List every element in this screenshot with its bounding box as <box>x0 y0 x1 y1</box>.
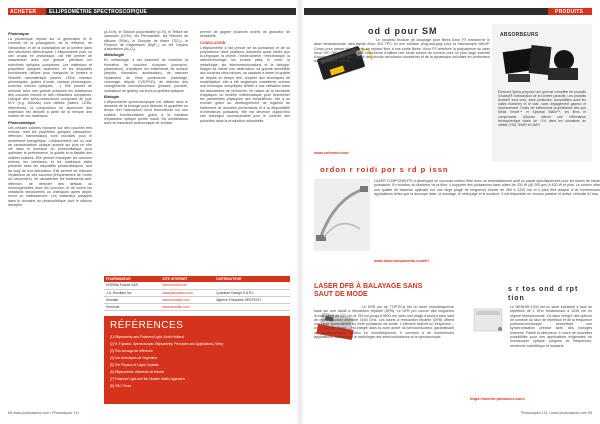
product-image-menhir-laser <box>470 301 510 347</box>
table-link[interactable]: www.semilab.com <box>162 297 190 302</box>
table-header: SITE INTERNET <box>162 277 188 281</box>
article-column-2 <box>104 30 188 270</box>
product-title: od d pour SM <box>368 26 438 36</box>
table-row <box>104 282 290 289</box>
reference-item: [6] Ellipsométrie, éléments de théorie <box>110 370 165 374</box>
table-link[interactable]: www.horiba.com <box>162 283 188 288</box>
paragraph: Les cellules solaires reposent sur des couches très minces, dont les propriétés optiques (absorption, réflexion, transmission) sont cruciales pour le rendement énergétique. L'ellipsométrie est un outil de caractérisation optique avancé qui joue un rôle clé dans le domaine du photovoltaïque pour optimiser la performance, la qualité et la fiabilité des cellules solaires. Elle permet d'analyser les couches minces, les interfaces, et les matériaux actifs présents dans les dispositifs photovoltaïques, tout au long de leur fabrication. Elle permet de mesurer l'épaisseur de ces couches (fréquemment de l'ordre du nanomètre), de caractériser les traitements anti-réflexion, de détecter des défauts ou inhomogénéités dans les couches, et de suivre les variations structurelles ou chimiques après dépôt, recuit ou vieillissement. Les matériaux analysés dans le domaine du photovoltaïque sont le silicium amorphe <box>8 125 92 207</box>
section-title-photonique: Photonique <box>8 32 29 36</box>
paragraph: (a-Si:H), le Silicium polycristallin (p-Si), le Tellure de cadmium (CdTe), les Pérovskites, les Nitrures de silicium (SiNx), le Dioxyde de titane (TiO₂), le Fluorure de magnésium (MgF₂), ou les Oxydes d'aluminium (Al₂O₃). <box>104 30 188 52</box>
references-list <box>110 334 286 390</box>
footer-left: 68 www.photoniques.com • Photoniques 131 <box>8 411 80 415</box>
right-header-section: PRODUITS <box>555 8 584 15</box>
table-cell: J.A. Woollam Inc. <box>106 290 133 295</box>
section-title-metallurgie: Métallurgie <box>104 53 125 58</box>
reference-item: [1] Ellipsometry and Polarized Light, North Holland <box>110 335 184 339</box>
product-description: Le MENHIR-1030 est un laser industriel à taux de répétition de 1 GHz fonctionnant à 1030 nm en régime femtoseconde. Ce laser intègre des options de contrôle du taux de répétition et de la fréquence porteuse-enveloppe, permettant une synchronisation précise avec des horloges externes. Fiable et silencieux, il ouvre de nouvelles possibilités pour des applications exigeantes en microscopie optique, peignes de fréquences, recherche scientifique et industrie. <box>510 305 592 348</box>
table-cell: Quantum Design S.A.R.L. <box>216 290 256 295</box>
product-title: s r tos ond d rpt tion <box>508 286 579 302</box>
footer-right: Photoniques 131 • www.photoniques.com 69 <box>520 411 592 415</box>
paragraph: La photonique repose sur la génération et le contrôle de la propagation, de la réflexion, de l'absorption et de la polarisation de la lumière dans des structures diélectriques. L'ellipsométrie pour un rôle crucial en photonique, car elle permet de caractériser avec une grande précision les structures optiques complexes. Les matériaux et propriétés optiques avancées, et les dispositifs fonctionnels utilisés pour manipuler la lumière à l'échelle nanométrique (lasers, LEDs, réseaux photoniques, guides d'onde, cristaux photoniques, couches minces optiques, …). Elle permet de mesurer avec une grande précision les épaisseurs des couches minces et des refractions complexes. Lorsque des semi-conducteurs composés de type III-V (e.g. AlGaAs) sont utilisés (lasers, LEDs, détecteurs), la composition en aluminium des matériaux est déduite à partir de la mesure des indices de ces matériaux. <box>8 37 92 119</box>
product-ad-2 <box>314 163 600 273</box>
supplier-table <box>104 276 290 311</box>
references-title: RÉFÉRENCES <box>110 320 184 331</box>
product-description: LASER COMPONENTS a développé un nouveau cordon fibré avec un refroidissement actif ou passif spécifiquement pour les lasers de haute puissance. En fonction du diamètre de la fibre, il supporte des puissances laser allant de 200 W (@ 200 μm) à 430 W et plus. Le cordon offre une qualité de faisceau optimale sur une large plage de longueurs d'onde de 360 à 2200 nm et il peut être adapté à de nombreuses applications telles que la découpe laser, le soudage, le nettoyage et le soudure. Il est disponible en version passive et active, refroidie à l'eau. <box>374 179 600 196</box>
supplier-table-grid <box>104 276 290 311</box>
table-cell <box>214 282 290 289</box>
conclusion-title: CONCLUSION <box>200 40 226 45</box>
paragraph: En métallurgie, il est essentiel de contrôler la formation de couches d'oxydes (corrosion, passivation), d'analyser les traitements de surface (dépôts, nitruration, anodisation), de mesurer l'épaisseur de films protecteurs (nickelage, chromage, dépôts CVD/PVD), de détecter des changements microstructuraux (phases, porosité, croissance de grains) via leurs propriétés optiques. <box>104 58 188 93</box>
references-box <box>104 316 290 404</box>
table-row <box>104 289 290 296</box>
paragraph: L'ellipsométrie a fait preuve de sa puissance et de sa polyvalence dans plusieurs domaines aussi variés que la physique, la chimie, l'électrochimie, l'électronique, la nanotechnologie, les écrans plats, le verre, la métallurgie, les télécommunications et la biologie. Malgré sa nature non destructive, sa grande sensibilité aux couches ultra-minces, sa capacité à tester la qualité de dépôts en temps réel, couplée aux techniques de modélisation, elle a été longtemps considérée comme une technique compliquée limitée à une utilisation dans les laboratoires de recherche, en raison de la nécessité d'appliquer un modèle mathématique pour déterminer les paramètres physiques des échantillons, elle a su évoluer grâce au développement de logiciels de traitement de données performants et à la disponibilité d'ordinateurs puissants, elle est devenue aujourd'hui une technique incontournable pour le contrôle des procédés dans la production industrielle. <box>200 45 290 123</box>
left-header-title: ELLIPSOMÉTRIE SPECTROSCOPIQUE <box>49 8 148 15</box>
table-cell: HORIBA France SAS <box>106 283 139 288</box>
table-cell: Semilab <box>106 297 119 302</box>
product-image-fiber-cable <box>314 179 370 251</box>
product-description: Le nouveau module de couplage pour fibres Axon FS transforme le laser femtoseconde ultra-rapide Axon 920 TPC en une solution plug-and-play pour la microscopie Mini2P. Conçu pour passer d'une sortie en espace libre à une sortie fibrée, Axon FS amélioré la polyvalence du laser Axon 920 TPC permettant aux chercheurs d'utiliser une seule source de lumière pour un plus large éventail d'applications, telles que l'étude des circuits neuronaux complexes et de la dynamique cellulaire en profondeur dans les tissus vivants. <box>314 38 490 64</box>
reference-item: [7] Polarized Light and the Mueller Matrix Approach <box>110 377 185 381</box>
product-image-absorbeurs <box>500 42 584 86</box>
reference-item: [8] CRC Press <box>110 384 132 388</box>
article-column-3 <box>200 30 290 270</box>
reference-item: [2] H. Fujiwara, Spectroscopic Ellipsometry, Principles and Applications, Wiley <box>110 342 224 346</box>
product-ad-4 <box>470 283 592 407</box>
table-header: FOURNISSEUR <box>106 277 131 281</box>
box-description: Edmund Optics propose une gamme complète de produits d'Acktar® d'absorption de la lumière parasite. Les produits Acktar® sont secs, sans particules, compatibles avec les salles blanches et le vide, sans dégagement gazeux ni durcissement. Dotés de traitements propriétaires tels que Metal Velvet™ et Spectral Black™, les films et composants d'Acktar offrent une réflectance hémisphérique totale de ~1% dans les domaines du visible (VIS), SWIR et LWIR. <box>498 90 586 127</box>
section-title-biologie: Biologie <box>104 94 119 99</box>
left-header-section: ACHETER <box>10 8 37 15</box>
reference-item: [4] Les techniques de l'ingénieur <box>110 356 158 360</box>
table-header: DISTRIBUTEUR <box>216 277 242 281</box>
product-title: LASER DFB À BALAYAGE SANS SAUT DE MODE <box>314 283 423 298</box>
product-link[interactable]: www.coherent.com <box>314 151 349 155</box>
reference-item: [5] The Physics of Liquid Crystals <box>110 363 159 367</box>
table-link[interactable]: www.semilab.com <box>162 304 190 309</box>
box-title: ABSORBEURS <box>500 32 539 38</box>
product-description: Le DFB pro de TOPTICA est un laser monofréquence basé sur une diode à rétroaction répartie (DFB). Le DFB pro couvre des longueurs d'onde allant de 633 nm et 760 nm jusqu'à 3500 nm, avec une plage d'accord sans saut de mode pouvant atteindre 1600 GHz. Les lasers à rétroaction répartie (DFB) offrent une large accordabilité en forte puissance de sortie. L'élément sélectif en fréquence – un réseau de Bragg – est intégré dans la zone active du semiconducteur, garantissant un fonctionnement continu en monofréquence. Il convient à de nombreuses applications, notamment la métrologie des semiconducteurs et la spectroscopie. <box>314 305 454 340</box>
right-header-bar <box>304 8 560 15</box>
table-row <box>104 296 290 303</box>
table-link[interactable]: www.jawoollam.com <box>162 290 193 295</box>
product-box-absorbeurs <box>492 24 592 162</box>
product-title: ordon r roidi por s rd p issn <box>320 165 449 174</box>
paragraph: L'ellipsométrie spectroscopique est utilisée dans le domaine de la biologie pour détecter et quantifier en temps réel l'adsorption d'une biomolécule sur une surface fonctionnalisée grâce à la variation d'épaisseur optique qu'elle induit. Sa combinaison avec la résonance plasmonique de surface <box>104 99 188 126</box>
section-title-photovoltaique: Photovoltaïque <box>8 120 36 125</box>
table-cell: Agence Française SENTECH <box>216 297 261 302</box>
paragraph: permet de gagner plusieurs ordres de grandeur de sensibilité. <box>200 30 290 39</box>
product-link[interactable]: https://menhir-photonics.com/ <box>470 397 525 401</box>
product-link[interactable]: www.lasercomponents.com/fr/ <box>374 259 429 263</box>
table-cell <box>214 303 290 310</box>
product-ad-1 <box>314 24 490 164</box>
article-column-1 <box>8 30 92 402</box>
table-cell: SemiLab <box>106 304 120 309</box>
page-gutter <box>296 0 304 424</box>
reference-item: [3] This ouvrage de référence <box>110 349 154 353</box>
table-row <box>104 303 290 310</box>
product-ad-3 <box>314 283 464 407</box>
